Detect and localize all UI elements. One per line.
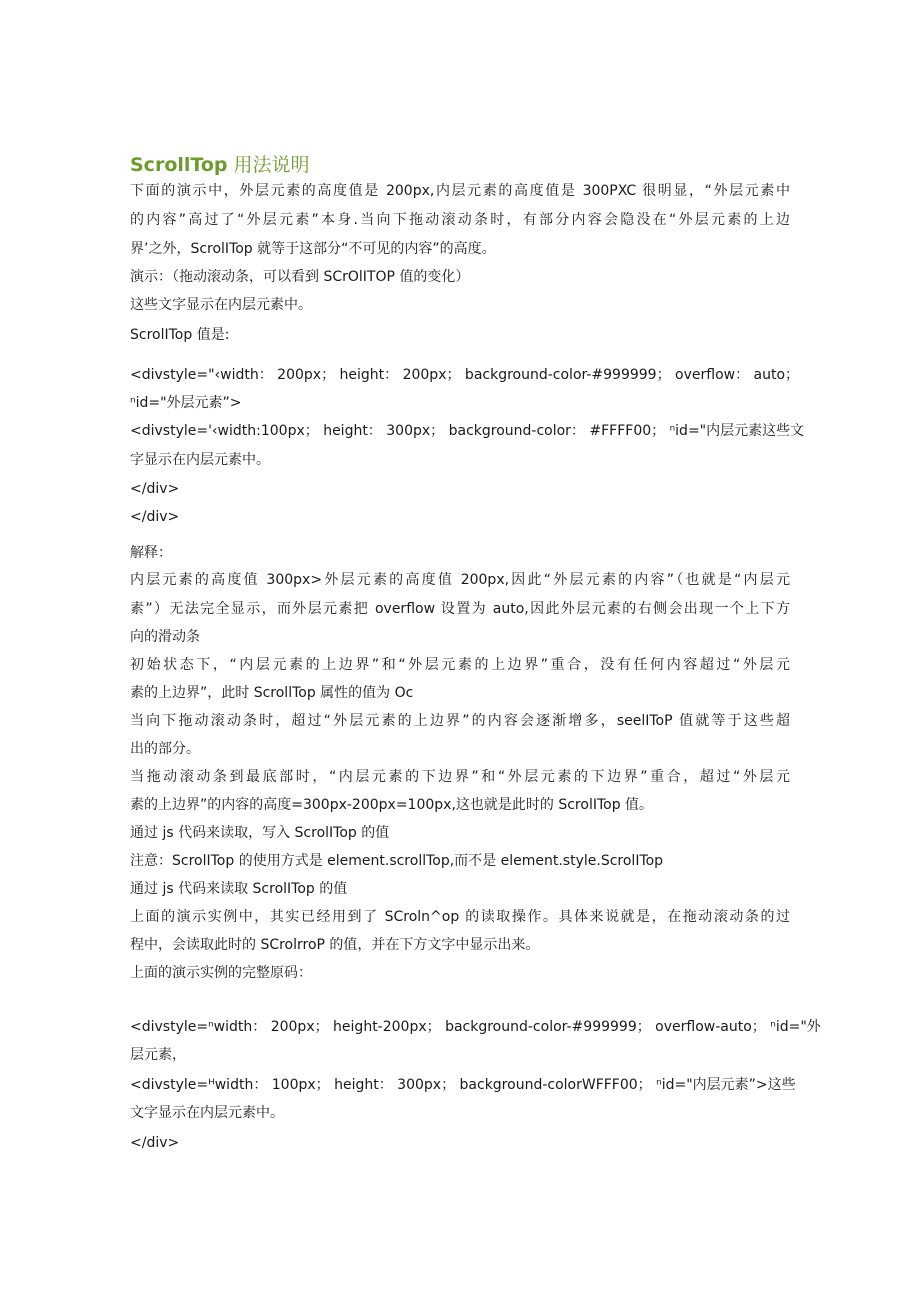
text-line: </div> (130, 481, 180, 497)
text-line: 上面的演示实例的完整原码： (130, 965, 312, 981)
text-line: 注意：ScrolITop 的使用方式是 element.scrollTop,而不是 element.style.ScrolITop (130, 853, 664, 869)
text-line: 下面的演示中，外层元素的高度值是 200px,内层元素的高度值是 300PXC 很明显，“外层元素中 (130, 183, 790, 199)
text-line: 通过 js 代码来读取 ScrolITop 的值 (130, 881, 348, 897)
text-line: 当向下拖动滚动条时，超过“外层元素的上边界”的内容会逐渐增多，seelIToP 值就等于这些超 (130, 713, 790, 729)
text-line: </div> (130, 1135, 180, 1151)
text-line: 这些文字显示在内层元素中。 (130, 297, 312, 313)
text-line: 初始状态下，“内层元素的上边界”和“外层元素的上边界”重合，没有任何内容超过“外层元 (130, 657, 790, 673)
title-latin: ScrollTop (130, 154, 228, 176)
text-line: <divstyle=ᴴwidth： 100px； height： 300px； background-colorWFFF00； ⁿid="内层元素”>这些 (130, 1077, 796, 1093)
text-line: <divstyle="‹width： 200px； height： 200px； background-color-#999999； overflow： auto； (130, 367, 800, 383)
text-line: 出的部分。 (130, 741, 200, 757)
text-line: 程中，会读取此时的 SCrolrroP 的值，并在下方文字中显示出来。 (130, 937, 540, 953)
text-line: 素的上边界”，此时 ScrollTop 属性的值为 Oc (130, 685, 414, 701)
text-line: 内层元素的高度值 300px>外层元素的高度值 200px,因此“外层元素的内容”（也就是“内层元 (130, 572, 790, 588)
text-line: 通过 js 代码来读取，写入 ScrolITop 的值 (130, 825, 390, 841)
text-line: 向的滑动条 (130, 629, 200, 645)
text-line: 演示：（拖动滚动条，可以看到 SCrOlITOP 值的变化） (130, 269, 470, 285)
text-line: 层元素， (130, 1047, 186, 1063)
document-title (130, 150, 310, 177)
text-line: <divstyle=ⁿwidth： 200px； height-200px； background-color-#999999； overflow-auto； ⁿid="外 (130, 1019, 821, 1035)
text-line: 的内容”高过了“外层元素”本身.当向下拖动滚动条时，有部分内容会隐没在“外层元素的上边 (130, 212, 790, 228)
text-line: 文字显示在内层元素中。 (130, 1105, 284, 1121)
text-line: 解释： (130, 545, 172, 561)
text-line: 当拖动滚动条到最底部时，“内层元素的下边界”和“外层元素的下边界”重合，超过“外层元 (130, 769, 790, 785)
text-line: 素”）无法完全显示，而外层元素把 overflow 设置为 auto,因此外层元素的右侧会出现一个上下方 (130, 601, 790, 617)
text-line: ScrolITop 值是: (130, 327, 230, 343)
text-line: </div> (130, 509, 180, 525)
text-line: 界’之外，ScrolITop 就等于这部分“不可见的内容”的高度。 (130, 241, 496, 257)
text-line: <divstyle='‹width:100px； height： 300px； background-color： #FFFF00； ⁿid="内层元素这些文 (130, 423, 805, 439)
title-chinese: 用法说明 (227, 154, 310, 176)
text-line: 字显示在内层元素中。 (130, 452, 270, 468)
text-line: ⁿid="外层元素”> (130, 395, 242, 411)
text-line: 素的上边界”的内容的高度=300px-200px=100px,这也就是此时的 ScrolITop 值。 (130, 797, 654, 813)
text-line: 上面的演示实例中，其实已经用到了 SCroln^op 的读取操作。具体来说就是，在拖动滚动条的过 (130, 909, 790, 925)
